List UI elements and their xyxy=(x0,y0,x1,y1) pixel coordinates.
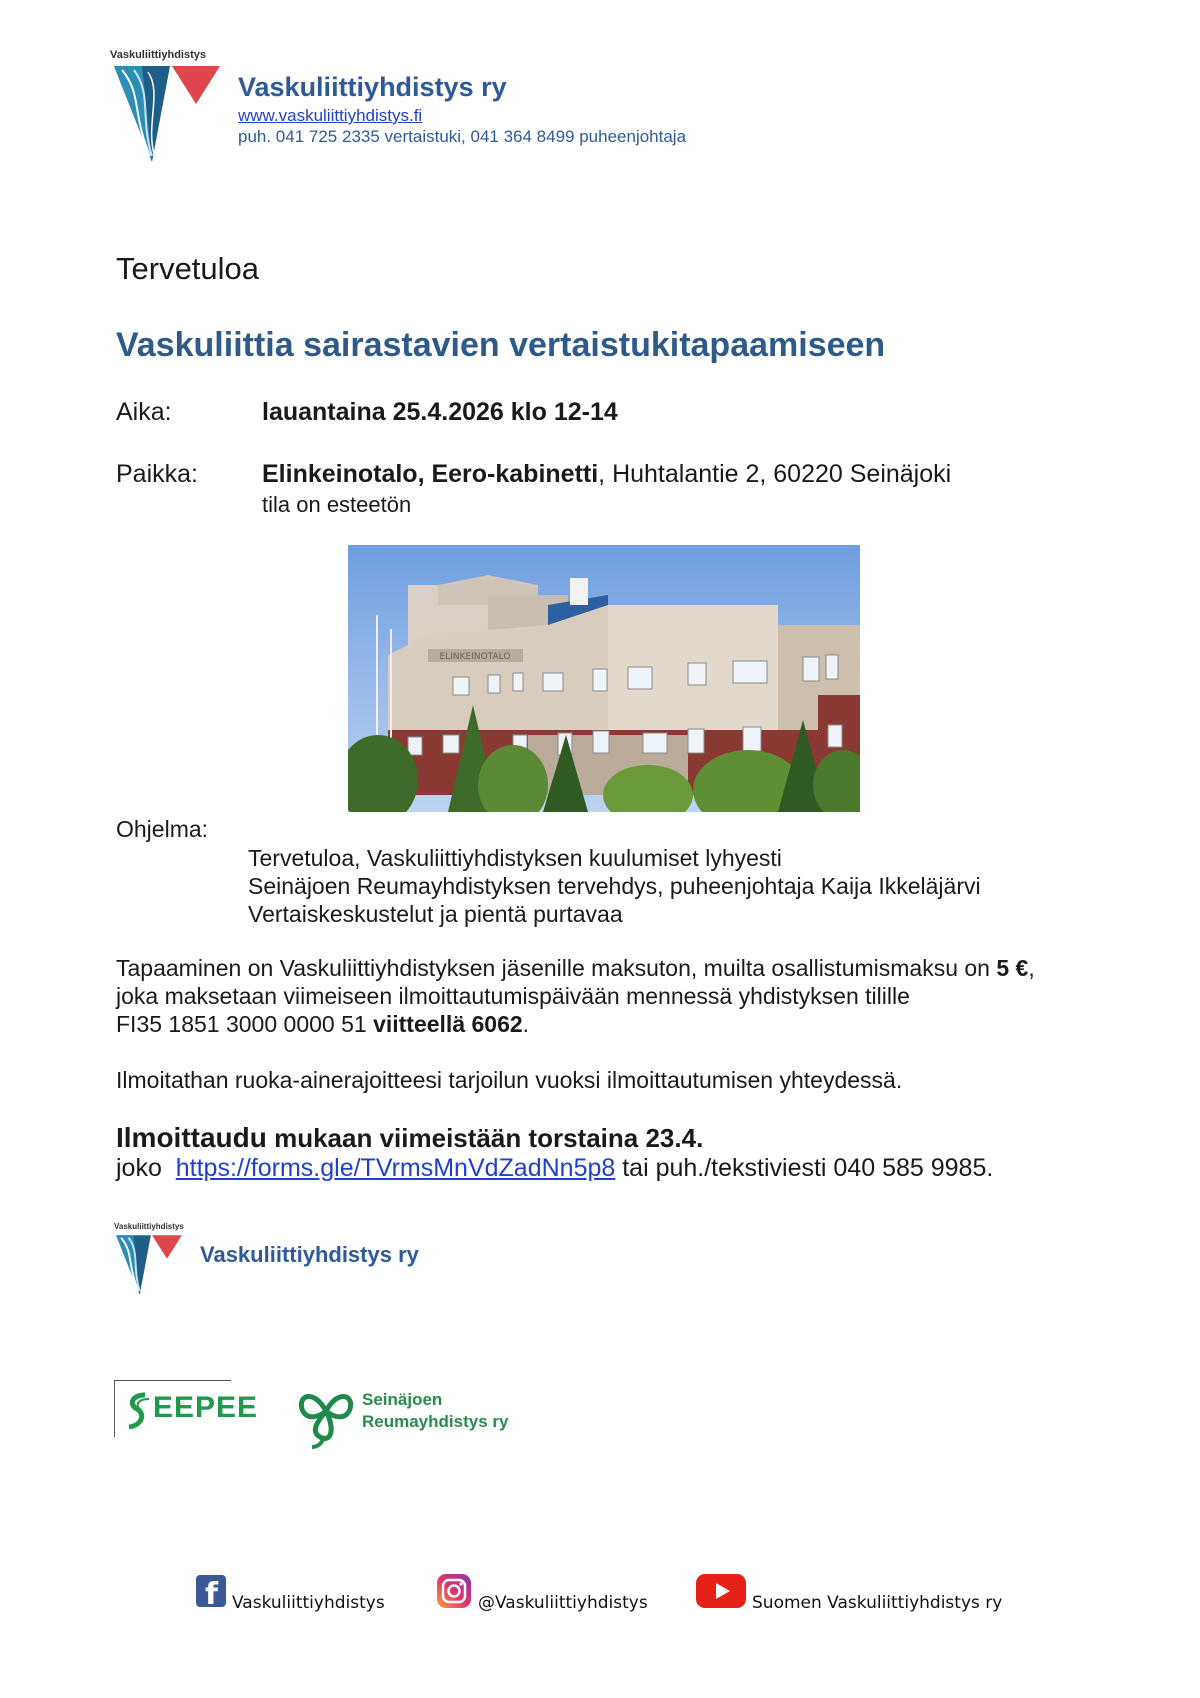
registration-contact xyxy=(116,1154,993,1183)
time-label: Aika: xyxy=(116,398,172,426)
registration-form-link[interactable]: https://forms.gle/TVrmsMnVdZadNn5p8 xyxy=(175,1154,616,1182)
payment-reference: viitteellä 6062 xyxy=(373,1011,523,1037)
time-value: lauantaina 25.4.2026 klo 12-14 xyxy=(262,398,618,426)
logo-caption: Vaskuliittiyhdistys xyxy=(110,49,206,61)
program-label: Ohjelma: xyxy=(116,816,209,842)
place-address: , Huhtalantie 2, 60220 Seinäjoki xyxy=(598,460,952,488)
footer-org-name: Vaskuliittiyhdistys ry xyxy=(200,1242,419,1267)
phone-line: puh. 041 725 2335 vertaistuki, 041 364 8499 puheenjohtaja xyxy=(238,127,687,146)
diet-note: Ilmoitathan ruoka-ainerajoitteesi tarjoilun vuoksi ilmoittautumisen yhteydessä. xyxy=(116,1067,903,1093)
program-item: Tervetuloa, Vaskuliittiyhdistyksen kuulumiset lyhyesti xyxy=(248,845,782,871)
clover-icon xyxy=(296,1381,356,1449)
youtube-icon[interactable] xyxy=(696,1574,746,1608)
footer-logo-caption: Vaskuliittiyhdistys xyxy=(114,1222,184,1231)
org-name: Vaskuliittiyhdistys ry xyxy=(238,72,507,102)
fee-end: , xyxy=(1028,955,1035,981)
program-item: Vertaiskeskustelut ja pientä purtavaa xyxy=(248,901,623,927)
eepee-mark-icon xyxy=(123,1391,151,1431)
reuma-name-line-1: Seinäjoen xyxy=(362,1390,443,1409)
eepee-text: EEPEE xyxy=(153,1391,259,1424)
registration-heading xyxy=(116,1122,703,1154)
instagram-handle[interactable]: @Vaskuliittiyhdistys xyxy=(478,1593,648,1613)
eepee-logo xyxy=(114,1380,259,1437)
accessibility-note: tila on esteetön xyxy=(262,492,412,517)
footer-vasculitis-logo-icon xyxy=(114,1234,184,1296)
instagram-icon[interactable] xyxy=(436,1573,472,1609)
place-label: Paikka: xyxy=(116,460,198,488)
fee-text: Tapaaminen on Vaskuliittiyhdistyksen jäsenille maksuton, muilta osallistumismaksu on xyxy=(116,955,997,981)
youtube-channel[interactable]: Suomen Vaskuliittiyhdistys ry xyxy=(752,1593,1003,1613)
fee-line-3-end: . xyxy=(522,1011,530,1037)
registration-prefix: joko xyxy=(116,1154,176,1182)
facebook-icon[interactable]: f xyxy=(196,1575,226,1607)
registration-deadline: mukaan viimeistään torstaina 23.4. xyxy=(266,1123,704,1153)
welcome-heading: Tervetuloa xyxy=(116,251,260,286)
program-item: Seinäjoen Reumayhdistyksen tervehdys, puheenjohtaja Kaija Ikkeläjärvi xyxy=(248,873,981,899)
place-value xyxy=(262,460,951,489)
fee-amount: 5 € xyxy=(996,955,1029,981)
place-name: Elinkeinotalo, Eero-kabinetti xyxy=(262,460,599,488)
registration-lead: Ilmoittaudu xyxy=(116,1122,267,1153)
fee-line-2: joka maksetaan viimeiseen ilmoittautumispäivään mennessä yhdistyksen tilille xyxy=(116,983,910,1009)
fee-line-3 xyxy=(116,1010,529,1038)
fee-line-1 xyxy=(116,954,1035,982)
bank-account: FI35 1851 3000 0000 51 xyxy=(116,1011,374,1037)
building-photo xyxy=(348,545,860,812)
facebook-handle[interactable]: Vaskuliittiyhdistys xyxy=(232,1593,385,1613)
website-link[interactable]: www.vaskuliittiyhdistys.fi xyxy=(238,106,423,125)
page-title: Vaskuliittia sairastavien vertaistukitapaamiseen xyxy=(116,326,886,364)
vasculitis-logo-icon xyxy=(112,64,222,164)
registration-suffix: tai puh./tekstiviesti 040 585 9985. xyxy=(615,1154,994,1182)
reuma-name-line-2: Reumayhdistys ry xyxy=(362,1412,509,1431)
building-sign: ELINKEINOTALO xyxy=(439,652,511,662)
